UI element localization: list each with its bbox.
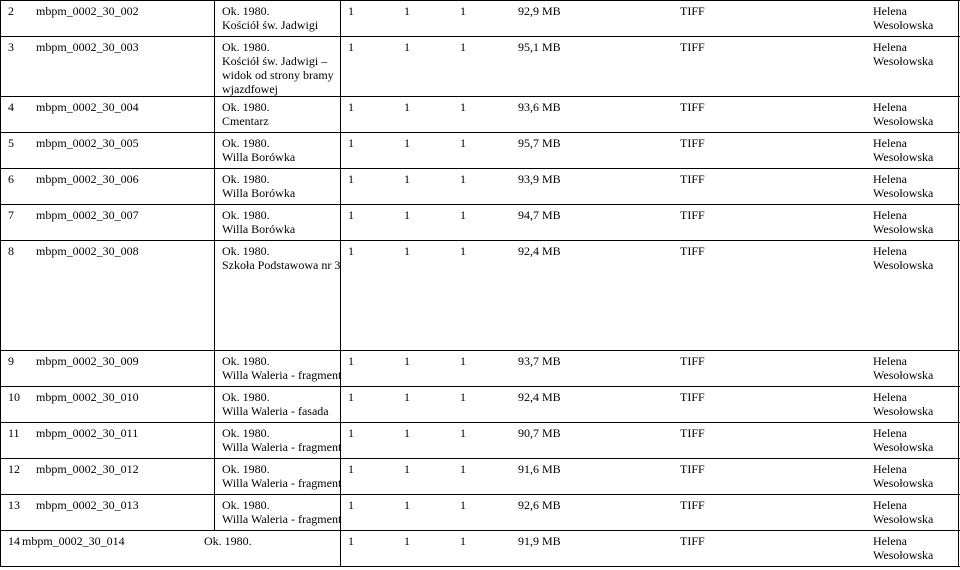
row-divider [0,494,960,495]
count-c: 1 [460,354,466,368]
count-b: 1 [404,354,410,368]
record-description-line: Ok. 1980. [222,4,270,18]
record-description-line: Willa Waleria - fasada [222,404,329,418]
record-description [204,534,252,548]
author [873,390,933,418]
count-a: 1 [348,40,354,54]
author [873,100,933,128]
record-description [222,244,340,272]
row-number: 12 [8,462,20,476]
author [873,534,933,562]
record-description-line: Willa Waleria - fragment [222,368,342,382]
author-line: Helena [873,244,907,258]
record-description-line: Ok. 1980. [222,40,270,54]
record-description [222,100,270,128]
column-divider [214,0,215,530]
record-description-line: Kościół św. Jadwigi – [222,54,328,68]
row-divider [0,132,960,133]
record-id: mbpm_0002_30_010 [36,390,139,404]
count-b: 1 [404,136,410,150]
count-c: 1 [460,390,466,404]
record-id: mbpm_0002_30_002 [36,4,139,18]
record-description [222,426,341,454]
count-c: 1 [460,462,466,476]
count-b: 1 [404,172,410,186]
row-divider [0,204,960,205]
file-size: 92,4 MB [518,390,561,404]
record-description [222,390,329,418]
count-a: 1 [348,208,354,222]
record-description-line: Ok. 1980. [222,244,270,258]
file-format: TIFF [680,244,705,258]
count-b: 1 [404,426,410,440]
file-size: 93,7 MB [518,354,561,368]
row-divider [0,530,960,531]
author-line: Wesołowska [873,18,934,32]
count-c: 1 [460,100,466,114]
author-line: Wesołowska [873,150,934,164]
author [873,40,933,68]
row-number: 7 [8,208,14,222]
file-format: TIFF [680,426,705,440]
record-description-line: Kościół św. Jadwigi [222,18,319,32]
author-line: Wesołowska [873,512,934,526]
record-description-line: Willa Waleria - fragment [222,440,342,454]
record-description-line: Ok. 1980. [222,100,270,114]
record-id: mbpm_0002_30_006 [36,172,139,186]
file-size: 93,6 MB [518,100,561,114]
count-a: 1 [348,354,354,368]
count-a: 1 [348,426,354,440]
file-size: 94,7 MB [518,208,561,222]
row-number: 8 [8,244,14,258]
file-size: 93,9 MB [518,172,561,186]
count-c: 1 [460,208,466,222]
record-description [222,172,295,200]
row-divider [0,240,960,241]
record-description-line: Ok. 1980. [222,390,270,404]
record-description [222,40,334,96]
count-c: 1 [460,40,466,54]
author [873,498,933,526]
row-divider [0,168,960,169]
count-c: 1 [460,534,466,548]
count-a: 1 [348,390,354,404]
record-description [222,462,341,490]
row-divider [0,0,960,1]
author [873,4,933,32]
file-size: 92,4 MB [518,244,561,258]
record-description-line: Willa Waleria - fragment [222,512,342,526]
column-divider [958,0,959,566]
author [873,462,933,490]
author-line: Wesołowska [873,404,934,418]
record-id: mbpm_0002_30_012 [36,462,139,476]
file-format: TIFF [680,4,705,18]
count-a: 1 [348,136,354,150]
count-b: 1 [404,208,410,222]
record-id: mbpm_0002_30_014 [22,534,125,548]
file-format: TIFF [680,136,705,150]
record-description-line: widok od strony bramy [222,68,334,82]
author-line: Wesołowska [873,258,934,272]
record-id: mbpm_0002_30_003 [36,40,139,54]
record-description-line: Cmentarz [222,114,269,128]
record-description [222,498,341,526]
file-format: TIFF [680,534,705,548]
record-id: mbpm_0002_30_008 [36,244,139,258]
record-description-line: Ok. 1980. [222,462,270,476]
record-description-line: Ok. 1980. [222,208,270,222]
file-format: TIFF [680,208,705,222]
record-id: mbpm_0002_30_007 [36,208,139,222]
record-description-line: Willa Borówka [222,186,296,200]
record-description-line: wjazdfowej [222,82,278,96]
author-line: Wesołowska [873,440,934,454]
row-number: 6 [8,172,14,186]
record-description [222,4,318,32]
author-line: Wesołowska [873,54,934,68]
row-number: 9 [8,354,14,368]
record-id: mbpm_0002_30_009 [36,354,139,368]
count-a: 1 [348,172,354,186]
row-number: 3 [8,40,14,54]
file-size: 91,9 MB [518,534,561,548]
file-format: TIFF [680,40,705,54]
count-b: 1 [404,498,410,512]
author-line: Wesołowska [873,222,934,236]
row-number: 11 [8,426,20,440]
row-number: 2 [8,4,14,18]
count-b: 1 [404,390,410,404]
record-description [222,136,295,164]
author-line: Helena [873,172,907,186]
count-b: 1 [404,534,410,548]
author-line: Helena [873,462,907,476]
count-a: 1 [348,4,354,18]
author-line: Helena [873,498,907,512]
row-divider [0,566,960,567]
count-a: 1 [348,534,354,548]
author-line: Helena [873,40,907,54]
record-id: mbpm_0002_30_005 [36,136,139,150]
count-c: 1 [460,426,466,440]
file-format: TIFF [680,100,705,114]
author [873,136,933,164]
author-line: Helena [873,208,907,222]
author-line: Wesołowska [873,476,934,490]
count-b: 1 [404,4,410,18]
row-number: 4 [8,100,14,114]
author-line: Helena [873,390,907,404]
author-line: Helena [873,100,907,114]
row-divider [0,386,960,387]
count-c: 1 [460,244,466,258]
file-size: 95,1 MB [518,40,561,54]
count-b: 1 [404,40,410,54]
file-size: 92,6 MB [518,498,561,512]
record-description [222,354,341,382]
count-a: 1 [348,100,354,114]
record-description-line: Ok. 1980. [222,136,270,150]
author-line: Wesołowska [873,368,934,382]
author-line: Helena [873,4,907,18]
author-line: Helena [873,136,907,150]
row-number: 13 [8,498,20,512]
count-b: 1 [404,244,410,258]
author-line: Helena [873,426,907,440]
record-description [222,208,295,236]
row-number: 5 [8,136,14,150]
record-description-line: Ok. 1980. [222,354,270,368]
author-line: Helena [873,354,907,368]
count-a: 1 [348,244,354,258]
count-b: 1 [404,100,410,114]
file-size: 92,9 MB [518,4,561,18]
file-format: TIFF [680,498,705,512]
count-c: 1 [460,498,466,512]
author-line: Wesołowska [873,186,934,200]
count-c: 1 [460,4,466,18]
file-size: 91,6 MB [518,462,561,476]
file-size: 95,7 MB [518,136,561,150]
record-description-line: Ok. 1980. [222,426,270,440]
record-description-line: Ok. 1980. [222,172,270,186]
count-a: 1 [348,462,354,476]
author [873,172,933,200]
row-number: 10 [8,390,20,404]
author [873,426,933,454]
record-description-line: Ok. 1980. [204,534,252,548]
file-format: TIFF [680,172,705,186]
record-description-line: Szkoła Podstawowa nr 3 [222,258,341,272]
row-divider [0,458,960,459]
record-id: mbpm_0002_30_004 [36,100,139,114]
row-divider [0,422,960,423]
count-c: 1 [460,136,466,150]
row-divider [0,350,960,351]
count-a: 1 [348,498,354,512]
author [873,208,933,236]
author-line: Helena [873,534,907,548]
author-line: Wesołowska [873,548,934,562]
record-id: mbpm_0002_30_011 [36,426,139,440]
record-description-line: Willa Borówka [222,150,296,164]
record-id: mbpm_0002_30_013 [36,498,139,512]
author [873,244,933,272]
file-format: TIFF [680,462,705,476]
file-format: TIFF [680,354,705,368]
column-divider [0,0,1,566]
count-b: 1 [404,462,410,476]
count-c: 1 [460,172,466,186]
author-line: Wesołowska [873,114,934,128]
row-divider [0,36,960,37]
row-number: 14 [8,534,20,548]
record-description-line: Willa Waleria - fragment [222,476,342,490]
file-format: TIFF [680,390,705,404]
record-description-line: Willa Borówka [222,222,296,236]
record-description-line: Ok. 1980. [222,498,270,512]
author [873,354,933,382]
row-divider [0,96,960,97]
file-size: 90,7 MB [518,426,561,440]
